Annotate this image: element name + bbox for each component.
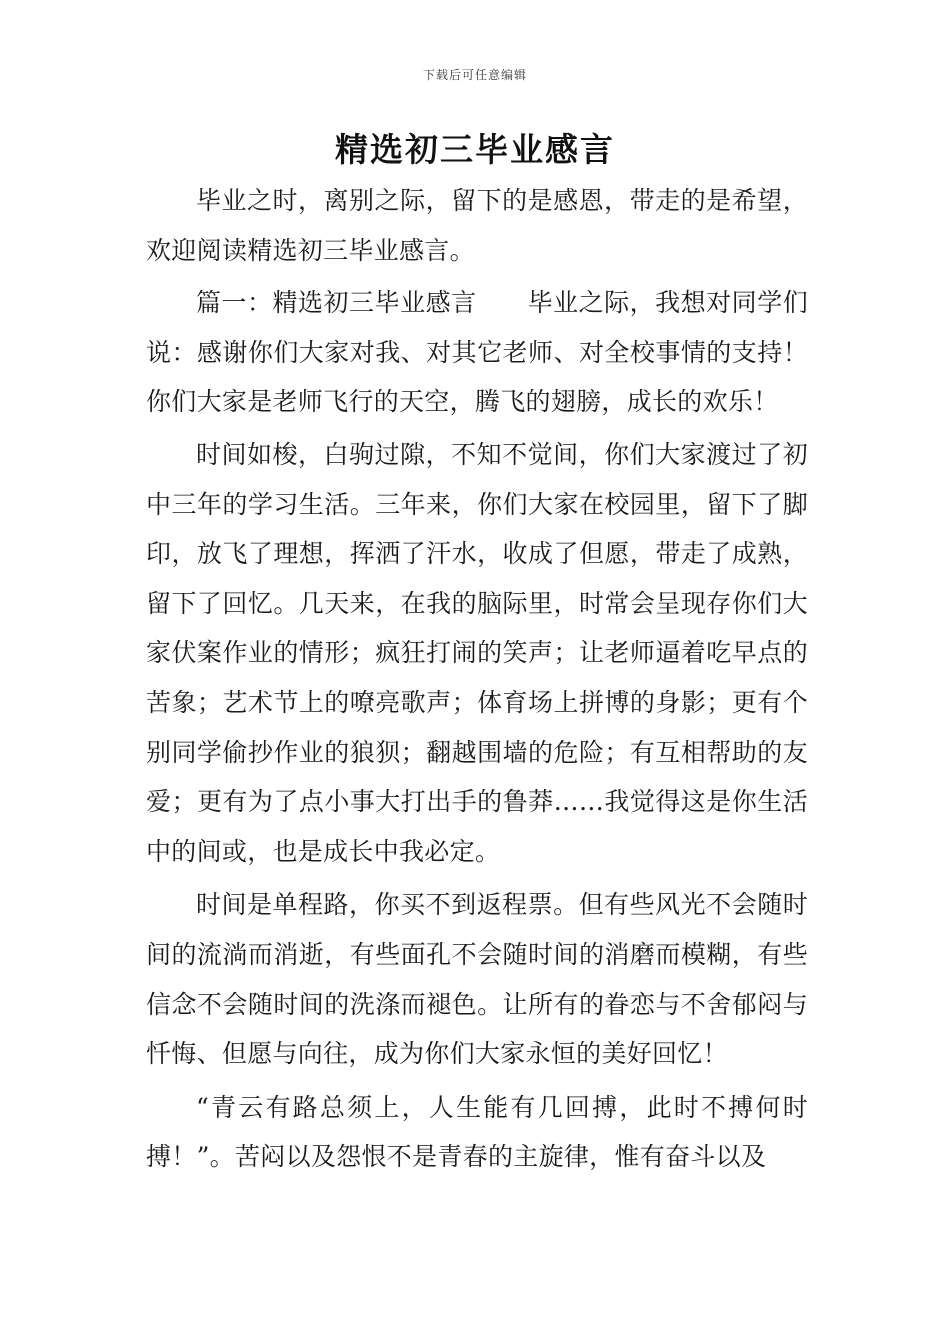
paragraph-time-flies: 时间如梭，白驹过隙，不知不觉间，你们大家渡过了初中三年的学习生活。三年来，你们大家在校园里，留下了脚印，放飞了理想，挥洒了汗水，收成了但愿，带走了成熟，留下了回忆。几天来，在我的脑际里，时常会呈现存你们大家伏案作业的情形；疯狂打闹的笑声；让老师逼着吃早点的苦象；艺术节上的嘹亮歌声；体育场上拼博的身影；更有个别同学偷抄作业的狼狈；翻越围墙的危险；有互相帮助的友爱；更有为了点小事大打出手的鲁莽……我觉得这是你生活中的间或，也是成长中我必定。 xyxy=(146,439,808,866)
paragraph-intro: 毕业之时，离别之际，留下的是感恩，带走的是希望，欢迎阅读精选初三毕业感言。 xyxy=(146,186,808,265)
paragraph-section-one: 篇一：精选初三毕业感言 毕业之际，我想对同学们说：感谢你们大家对我、对其它老师、对全校事情的支持！你们大家是老师飞行的天空，腾飞的翅膀，成长的欢乐！ xyxy=(146,288,808,417)
header-note: 下载后可任意编辑 xyxy=(422,68,527,82)
paragraph-one-way-road: 时间是单程路，你买不到返程票。但有些风光不会随时间的流淌而消逝，有些面孔不会随时间的消磨而模糊，有些信念不会随时间的洗涤而褪色。让所有的眷恋与不舍郁闷与忏悔、但愿与向往，成为你们大家永恒的美好回忆！ xyxy=(146,890,808,1069)
document-body xyxy=(146,176,808,1182)
paragraph-quote: “青云有路总须上，人生能有几回搏，此时不搏何时搏！”。苦闷以及怨恨不是青春的主旋律，惟有奋斗以及 xyxy=(146,1092,808,1172)
page-title: 精选初三毕业感言 xyxy=(335,130,615,169)
